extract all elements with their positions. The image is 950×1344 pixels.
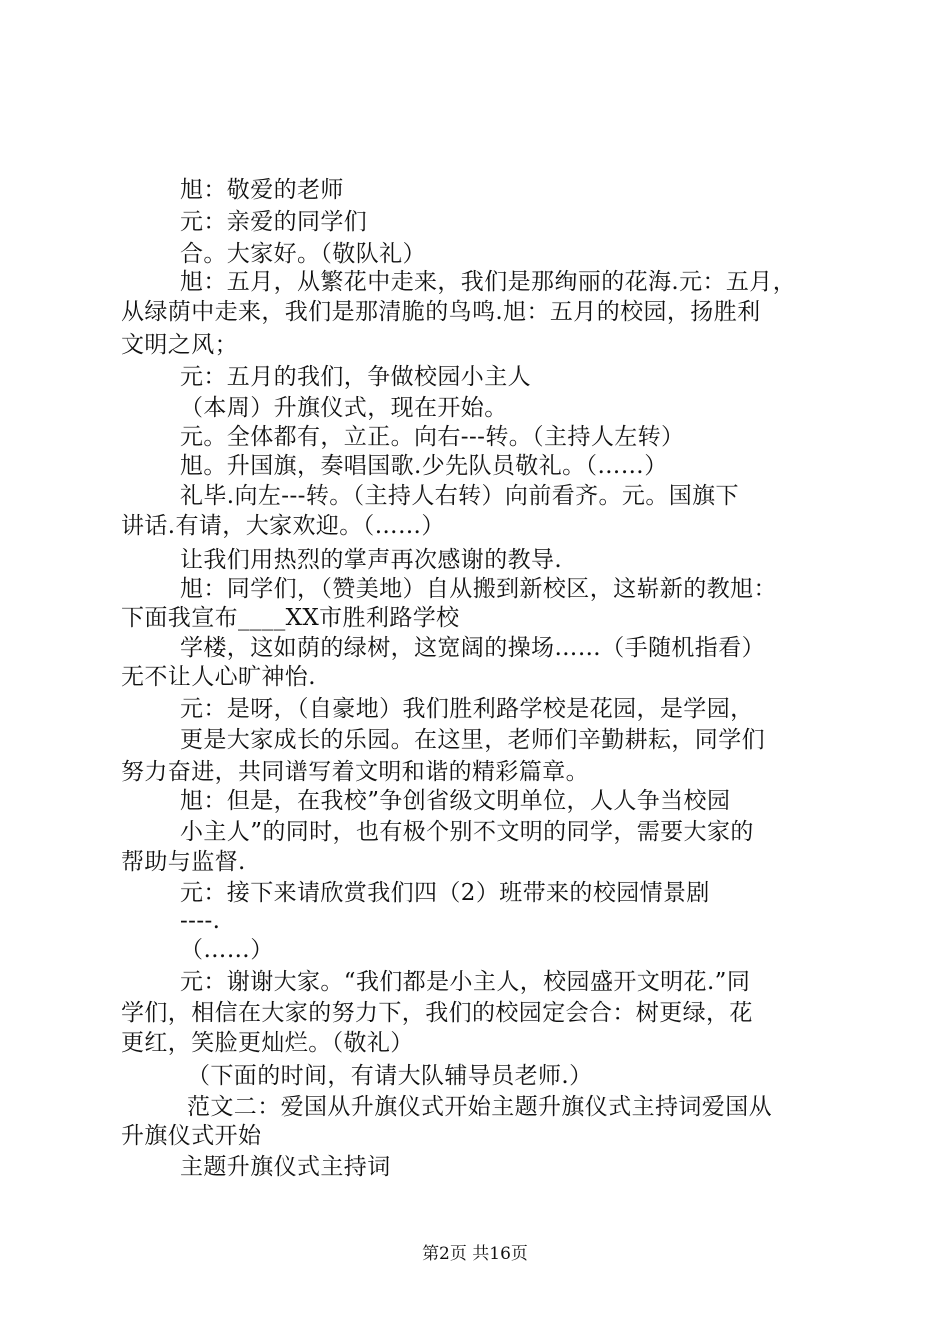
- text-line: 元：接下来请欣赏我们四（2）班带来的校园情景剧: [180, 880, 710, 906]
- page-footer: 第2页 共16页: [422, 1244, 528, 1264]
- text-line: 小主人”的同时，也有极个别不文明的同学，需要大家的: [180, 819, 754, 845]
- text-line: 文明之风；: [121, 332, 238, 358]
- text-line: （……）: [180, 937, 274, 963]
- text-line: 努力奋进，共同谱写着文明和谐的精彩篇章。: [121, 759, 589, 785]
- text-line: 下面我宣布____XX市胜利路学校: [121, 605, 460, 631]
- text-line: 礼毕.向左---转。（主持人右转）向前看齐。元。国旗下: [180, 483, 739, 509]
- text-line: 更是大家成长的乐园。在这里，老师们辛勤耕耘，同学们: [180, 727, 765, 753]
- text-line: 范文二：爱国从升旗仪式开始主题升旗仪式主持词爱国从: [187, 1094, 772, 1120]
- text-line: 帮助与监督.: [121, 849, 246, 875]
- text-line: 元：是呀，（自豪地）我们胜利路学校是花园，是学园，: [180, 696, 754, 722]
- text-line: 旭。升国旗，奏唱国歌.少先队员敬礼。（……）: [180, 453, 668, 479]
- text-line: （本周）升旗仪式，现在开始。: [180, 395, 508, 421]
- text-line: 讲话.有请，大家欢迎。（……）: [121, 513, 445, 539]
- text-line: （下面的时间，有请大队辅导员老师.）: [187, 1063, 593, 1089]
- text-line: 元：亲爱的同学们: [180, 209, 368, 235]
- text-line: 无不让人心旷神怡.: [121, 664, 316, 690]
- text-line: 旭：五月，从繁花中走来，我们是那绚丽的花海.元：五月，: [180, 269, 797, 295]
- text-line: 学楼，这如荫的绿树，这宽阔的操场……（手随机指看）: [180, 635, 765, 661]
- text-line: 学们，相信在大家的努力下，我们的校园定会合：树更绿，花: [121, 1000, 753, 1026]
- text-line: 旭：但是，在我校”争创省级文明单位，人人争当校园: [180, 788, 731, 814]
- text-line: 从绿荫中走来，我们是那清脆的鸟鸣.旭：五月的校园，扬胜利: [121, 299, 761, 325]
- text-line: 元。全体都有，立正。向右---转。（主持人左转）: [180, 424, 685, 450]
- text-line: 让我们用热烈的掌声再次感谢的教导.: [180, 547, 563, 573]
- text-line: 旭：同学们，（赞美地）自从搬到新校区，这崭新的教旭：: [180, 576, 777, 602]
- text-line: 合。大家好。（敬队礼）: [180, 241, 426, 267]
- text-line: 升旗仪式开始: [121, 1123, 262, 1149]
- text-line: ----.: [180, 908, 221, 934]
- text-line: 元：谢谢大家。“我们都是小主人，校园盛开文明花.”同: [180, 969, 751, 995]
- text-line: 旭：敬爱的老师: [180, 177, 344, 203]
- text-line: 元：五月的我们，争做校园小主人: [180, 364, 531, 390]
- text-line: 主题升旗仪式主持词: [180, 1154, 391, 1180]
- text-line: 更红，笑脸更灿烂。（敬礼）: [121, 1030, 414, 1056]
